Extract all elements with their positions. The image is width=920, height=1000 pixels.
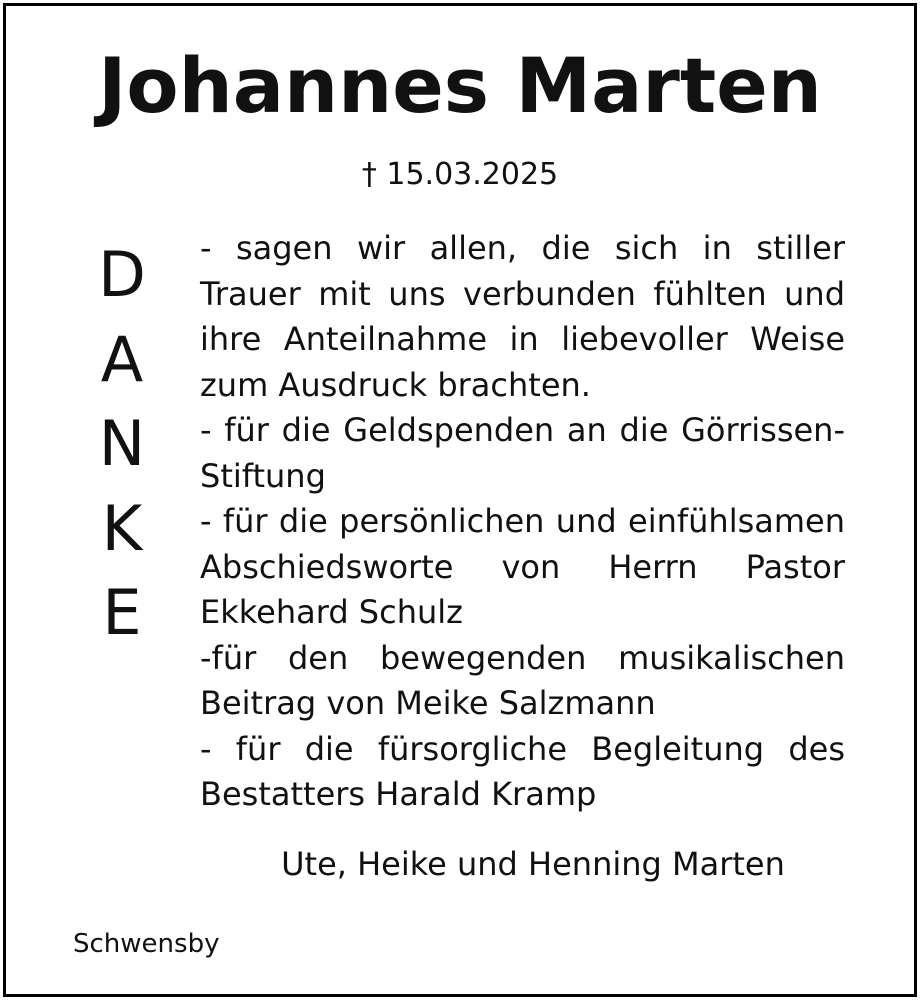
- thanks-paragraph: -für den bewegenden musikalischen Beitrag von Meike Salzmann: [200, 638, 845, 722]
- thanks-paragraph: - für die Geldspenden an die Görrissen-Stiftung: [200, 411, 845, 495]
- thanks-paragraph: - für die fürsorgliche Begleitung des Bestatters Harald Kramp: [200, 729, 845, 813]
- vertical-letter: E: [102, 576, 142, 649]
- vertical-letter: D: [98, 238, 146, 311]
- family-signature: Ute, Heike und Henning Marten: [281, 845, 785, 883]
- thanks-message: [200, 226, 845, 818]
- deceased-name: Johannes Marten: [98, 41, 822, 130]
- place-name: Schwensby: [73, 929, 220, 959]
- thanks-paragraph: - für die persönlichen und einfühlsamen Abschiedsworte von Herrn Pastor Ekkehard Schulz: [200, 502, 845, 631]
- vertical-letter: A: [100, 322, 144, 396]
- thanks-paragraph: - sagen wir allen, die sich in stiller Trauer mit uns verbunden fühlten und ihre Anteilnahme in liebevoller Weise zum Ausdruck brachten.: [200, 229, 845, 404]
- vertical-danke-word: [82, 238, 162, 667]
- vertical-letter: N: [98, 407, 146, 480]
- death-date: † 15.03.2025: [361, 157, 559, 192]
- vertical-letter: K: [101, 491, 143, 565]
